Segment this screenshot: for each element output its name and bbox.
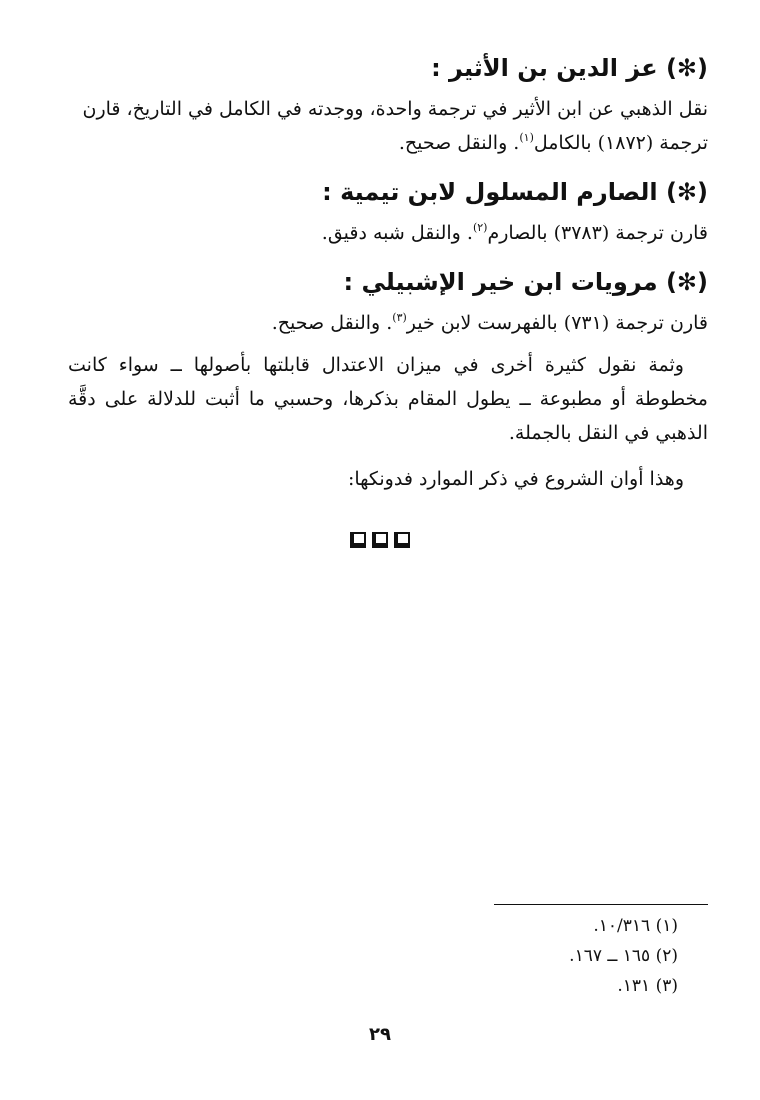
section-1-line-2-text: ترجمة (١٨٧٢) بالكامل (533, 132, 708, 154)
section-1-line-2 (68, 126, 708, 160)
section-end-ornament (0, 532, 760, 548)
section-1-line-1: نقل الذهبي عن ابن الأثير في ترجمة واحدة، ووجدته في الكامل في التاريخ، قارن (82, 98, 708, 120)
section-2-line-1-after: . والنقل شبه دقيق. (321, 222, 473, 244)
section-2-line-1-text: قارن ترجمة (٣٧٨٣) بالصارم (487, 222, 708, 244)
section-3-line-1-after: . والنقل صحيح. (271, 312, 393, 334)
section-heading-marwiyat-ibn-khayr: (✻) مرويات ابن خير الإشبيلي : (343, 268, 708, 296)
square-box-icon (350, 532, 366, 548)
section-2-line-1 (68, 216, 708, 250)
footnote-2-text: ١٦٥ ــ ١٦٧. (569, 946, 651, 966)
footnote-1-label: (١) (655, 916, 678, 936)
square-box-icon (394, 532, 410, 548)
section-1-line-2-after: . والنقل صحيح. (398, 132, 520, 154)
footnote-1 (593, 914, 678, 938)
footnote-2-label: (٢) (655, 946, 678, 966)
footnote-1-text: ١٠/٣١٦. (593, 916, 651, 936)
section-3-line-1 (68, 306, 708, 340)
footnote-3 (617, 974, 678, 998)
section-heading-al-sarim-al-maslul: (✻) الصارم المسلول لابن تيمية : (322, 178, 708, 206)
section-heading-ibn-al-athir: (✻) عز الدين بن الأثير : (431, 54, 708, 82)
page-number: ٢٩ (369, 1024, 391, 1045)
footnote-ref-1: (١) (519, 131, 534, 144)
footnote-3-label: (٣) (655, 976, 678, 996)
closing-final-line: وهذا أوان الشروع في ذكر الموارد فدونكها: (347, 468, 684, 490)
footnote-ref-3: (٣) (392, 311, 407, 324)
section-3-line-1-text: قارن ترجمة (٧٣١) بالفهرست لابن خير (406, 312, 708, 334)
footnote-divider (494, 904, 708, 905)
footnote-3-text: ١٣١. (617, 976, 651, 996)
closing-paragraph: وثمة نقول كثيرة أخرى في ميزان الاعتدال قابلتها بأصولها ــ سواء كانت مخطوطة أو مطبوعة ــ يطول المقام بذكرها، وحسبي ما أثبت للدلالة على دقَّة الذهبي في النقل بالجملة. (68, 354, 708, 444)
square-box-icon (372, 532, 388, 548)
footnote-ref-2: (٢) (472, 221, 488, 234)
footnote-2 (569, 944, 678, 968)
